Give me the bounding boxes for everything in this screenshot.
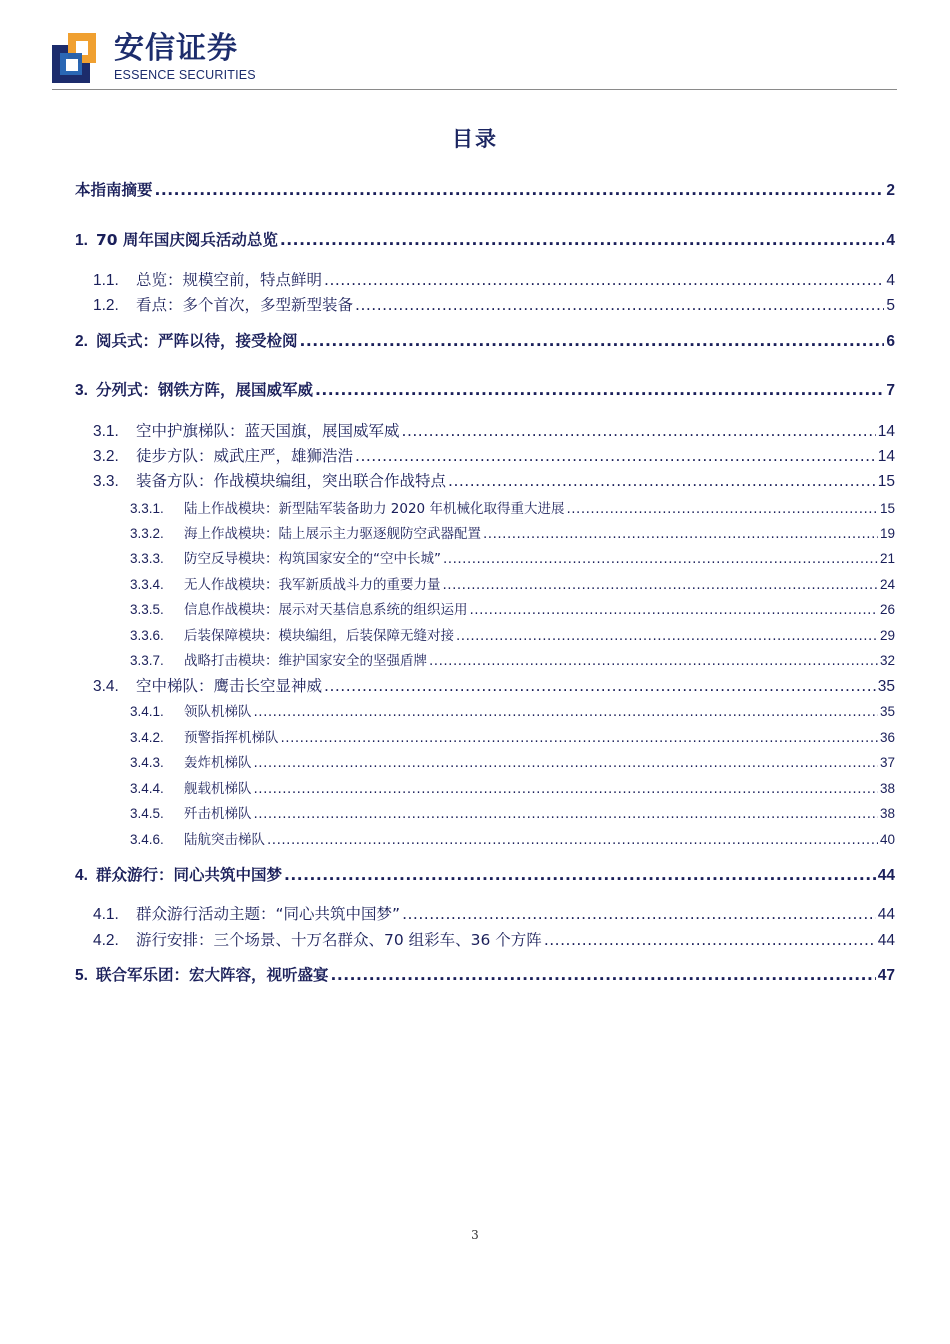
toc-entry-number: 3.4.1. xyxy=(130,704,164,719)
dot-leader xyxy=(281,730,878,746)
toc-entry-page: 38 xyxy=(879,806,895,821)
dot-leader xyxy=(483,526,878,542)
dot-leader xyxy=(330,966,875,984)
toc-entry[interactable] xyxy=(130,777,895,797)
toc-entry-title: 轰炸机梯队 xyxy=(184,755,252,771)
toc-entry-page: 4 xyxy=(886,232,895,249)
toc-entry-page: 7 xyxy=(886,382,895,399)
toc-entry[interactable] xyxy=(130,751,895,771)
toc-entry-number: 3.3.7. xyxy=(130,653,164,668)
dot-leader xyxy=(566,501,878,517)
toc-entry[interactable] xyxy=(130,726,895,746)
toc-entry-title: 陆上作战模块：新型陆军装备助力 2020 年机械化取得重大进展 xyxy=(184,501,565,517)
page-number: 3 xyxy=(471,1228,479,1242)
logo-english-name: ESSENCE SECURITIES xyxy=(114,68,256,82)
toc-entry-title: 群众游行活动主题：“同心共筑中国梦” xyxy=(136,905,401,923)
toc-entry-title: 陆航突击梯队 xyxy=(184,832,265,848)
toc-entry-number: 3.3.1. xyxy=(130,501,164,516)
toc-entry-title: 无人作战模块：我军新质战斗力的重要力量 xyxy=(184,577,441,593)
toc-entry-number: 3.3.6. xyxy=(130,628,164,643)
toc-entry-number: 3.4.5. xyxy=(130,806,164,821)
toc-entry[interactable] xyxy=(93,268,895,290)
toc-entry-number: 1. xyxy=(75,232,88,249)
toc-entry-page: 15 xyxy=(877,473,895,490)
toc-entry[interactable] xyxy=(75,178,895,200)
dot-leader xyxy=(254,704,878,720)
toc-entry-title: 歼击机梯队 xyxy=(184,806,252,822)
toc-entry-title: 总览：规模空前，特点鲜明 xyxy=(136,271,323,289)
toc-entry-number: 2. xyxy=(75,333,88,350)
toc-entry-title: 防空反导模块：构筑国家安全的“空中长城” xyxy=(184,551,441,567)
toc-entry-title: 海上作战模块：陆上展示主力驱逐舰防空武器配置 xyxy=(184,526,481,542)
dot-leader xyxy=(429,653,878,669)
toc-entry-page: 15 xyxy=(879,501,895,516)
toc-entry-page: 44 xyxy=(877,932,895,949)
toc-entry-title: 战略打击模块：维护国家安全的坚强盾牌 xyxy=(184,653,427,669)
toc-entry-number: 3.4. xyxy=(93,678,119,695)
toc-entry-page: 21 xyxy=(879,551,895,566)
toc-entry[interactable] xyxy=(75,863,895,885)
dot-leader xyxy=(470,602,878,618)
essence-logo-icon xyxy=(52,33,98,83)
dot-leader xyxy=(254,781,878,797)
toc-entry-number: 1.1. xyxy=(93,272,119,289)
toc-entry[interactable] xyxy=(130,624,895,644)
toc-entry-page: 4 xyxy=(886,272,895,289)
toc-entry-title: 领队机梯队 xyxy=(184,704,252,720)
toc-entry[interactable] xyxy=(130,522,895,542)
dot-leader xyxy=(355,447,876,465)
dot-leader xyxy=(315,381,884,399)
dot-leader xyxy=(254,806,878,822)
toc-entry-number: 3.3. xyxy=(93,473,119,490)
toc-entry[interactable] xyxy=(130,547,895,567)
toc-entry-title: 本指南摘要 xyxy=(75,181,153,199)
toc-entry-page: 26 xyxy=(879,602,895,617)
toc-entry[interactable] xyxy=(130,573,895,593)
toc-entry-page: 44 xyxy=(877,906,895,923)
toc-entry-page: 35 xyxy=(879,704,895,719)
toc-entry-page: 14 xyxy=(877,423,895,440)
toc-entry[interactable] xyxy=(130,700,895,720)
toc-entry[interactable] xyxy=(93,419,895,441)
toc-entry-title: 游行安排：三个场景、十万名群众、70 组彩车、36 个方阵 xyxy=(136,931,542,949)
dot-leader xyxy=(355,296,884,314)
toc-entry-page: 32 xyxy=(879,653,895,668)
toc-entry[interactable] xyxy=(75,329,895,351)
toc-entry[interactable] xyxy=(93,444,895,466)
dot-leader xyxy=(324,271,884,289)
toc-entry-page: 6 xyxy=(886,333,895,350)
toc-entry-title: 预警指挥机梯队 xyxy=(184,730,279,746)
toc-entry-title: 空中护旗梯队：蓝天国旗，展国威军威 xyxy=(136,422,400,440)
toc-entry-number: 4. xyxy=(75,867,88,884)
toc-entry-number: 3.3.2. xyxy=(130,526,164,541)
toc-entry-page: 5 xyxy=(886,297,895,314)
toc-entry[interactable] xyxy=(93,674,895,696)
toc-entry[interactable] xyxy=(93,469,895,491)
toc-entry-number: 3. xyxy=(75,382,88,399)
dot-leader xyxy=(280,231,884,249)
toc-entry-page: 37 xyxy=(879,755,895,770)
dot-leader xyxy=(448,472,876,490)
dot-leader xyxy=(299,332,884,350)
toc-entry-number: 3.3.4. xyxy=(130,577,164,592)
toc-entry-number: 3.3.5. xyxy=(130,602,164,617)
toc-entry-page: 14 xyxy=(877,448,895,465)
toc-entry-page: 24 xyxy=(879,577,895,592)
toc-entry[interactable] xyxy=(130,828,895,848)
toc-entry-page: 36 xyxy=(879,730,895,745)
toc-entry-page: 35 xyxy=(877,678,895,695)
toc-entry-title: 70 周年国庆阅兵活动总览 xyxy=(95,231,278,249)
toc-entry-number: 3.3.3. xyxy=(130,551,164,566)
toc-entry-title: 联合军乐团：宏大阵容，视听盛宴 xyxy=(95,966,329,984)
toc-entry-title: 信息作战模块：展示对天基信息系统的组织运用 xyxy=(184,602,468,618)
toc-entry-title: 后装保障模块：模块编组，后装保障无缝对接 xyxy=(184,628,454,644)
dot-leader xyxy=(284,866,876,884)
toc-entry-number: 3.1. xyxy=(93,423,119,440)
toc-entry-page: 19 xyxy=(879,526,895,541)
dot-leader xyxy=(443,551,878,567)
dot-leader xyxy=(544,931,876,949)
header-divider xyxy=(52,89,897,90)
toc-entry-page: 44 xyxy=(877,867,895,884)
toc-entry-page: 38 xyxy=(879,781,895,796)
toc-entry-title: 空中梯队：鹰击长空显神威 xyxy=(136,677,323,695)
toc-entry-page: 2 xyxy=(886,182,895,199)
dot-leader xyxy=(456,628,878,644)
toc-entry-page: 29 xyxy=(879,628,895,643)
toc-entry[interactable] xyxy=(93,928,895,950)
toc-entry-title: 分列式：钢铁方阵，展国威军威 xyxy=(95,381,313,399)
toc-entry[interactable] xyxy=(130,802,895,822)
toc-entry-number: 5. xyxy=(75,967,88,984)
toc-entry-number: 4.1. xyxy=(93,906,119,923)
toc-entry-page: 47 xyxy=(877,967,895,984)
toc-entry-number: 3.2. xyxy=(93,448,119,465)
dot-leader xyxy=(402,905,876,923)
toc-entry[interactable] xyxy=(130,649,895,669)
toc-entry-title: 看点：多个首次，多型新型装备 xyxy=(136,296,354,314)
toc-entry-number: 4.2. xyxy=(93,932,119,949)
toc-entry[interactable] xyxy=(130,598,895,618)
toc-entry[interactable] xyxy=(93,293,895,315)
toc-entry-title: 装备方队：作战模块编组，突出联合作战特点 xyxy=(136,472,447,490)
toc-entry-title: 阅兵式：严阵以待，接受检阅 xyxy=(95,332,298,350)
toc-entry[interactable] xyxy=(75,963,895,985)
toc-entry[interactable] xyxy=(75,228,895,250)
header xyxy=(52,30,897,90)
toc-title: 目录 xyxy=(452,127,498,151)
toc-entry-number: 1.2. xyxy=(93,297,119,314)
toc-entry-title: 舰载机梯队 xyxy=(184,781,252,797)
toc-entry[interactable] xyxy=(93,902,895,924)
dot-leader xyxy=(267,832,878,848)
dot-leader xyxy=(324,677,876,695)
dot-leader xyxy=(155,181,885,199)
toc-entry-title: 徒步方队：威武庄严，雄狮浩浩 xyxy=(136,447,354,465)
toc-entry[interactable] xyxy=(130,497,895,517)
toc-entry-number: 3.4.6. xyxy=(130,832,164,847)
dot-leader xyxy=(402,422,876,440)
toc-entry-number: 3.4.3. xyxy=(130,755,164,770)
dot-leader xyxy=(254,755,878,771)
logo-chinese-name: 安信证券 xyxy=(114,31,238,66)
toc-entry-title: 群众游行：同心共筑中国梦 xyxy=(95,866,282,884)
dot-leader xyxy=(443,577,878,593)
toc-entry-number: 3.4.2. xyxy=(130,730,164,745)
toc-entry[interactable] xyxy=(75,378,895,400)
toc-entry-number: 3.4.4. xyxy=(130,781,164,796)
toc-entry-page: 40 xyxy=(879,832,895,847)
